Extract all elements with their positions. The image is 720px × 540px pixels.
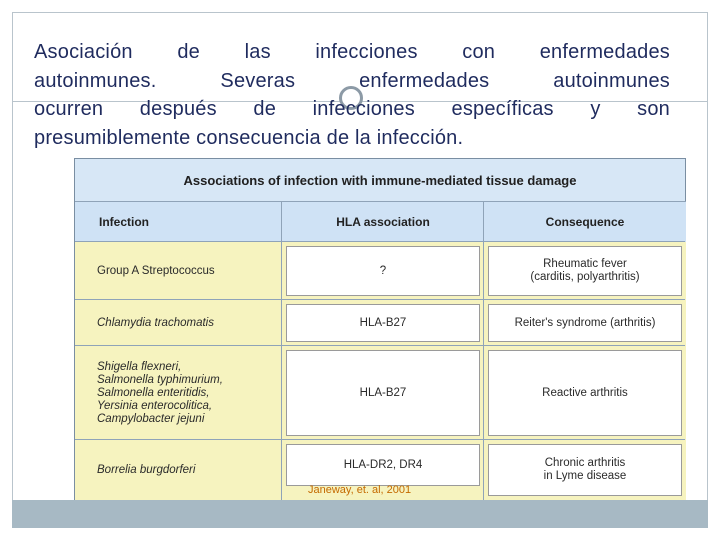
slide-heading <box>34 38 670 152</box>
consequence-line: Rheumatic fever <box>543 258 627 270</box>
header-consequence: Consequence <box>483 201 686 242</box>
consequence-line: in Lyme disease <box>543 470 627 482</box>
table-title: Associations of infection with immune-mediated tissue damage <box>75 159 685 201</box>
heading-line-1: Asociación de las infecciones con enfermedades <box>34 41 670 63</box>
consequence-box <box>488 444 682 496</box>
infection-line: Salmonella enteritidis, <box>97 386 210 399</box>
infection-cell <box>75 300 281 346</box>
table-row <box>75 299 685 346</box>
consequence-text: Reiter's syndrome (arthritis) <box>488 304 682 342</box>
consequence-cell <box>483 346 686 440</box>
consequence-text: Reactive arthritis <box>488 350 682 436</box>
infection-line: Salmonella typhimurium, <box>97 373 223 386</box>
table-row <box>75 345 685 440</box>
infection-cell <box>75 440 281 500</box>
hla-text: HLA-B27 <box>286 350 480 436</box>
table-row <box>75 241 685 300</box>
infection-text: Group A Streptococcus <box>97 264 215 277</box>
consequence-cell <box>483 242 686 300</box>
infection-text: Chlamydia trachomatis <box>97 316 214 329</box>
hla-cell <box>281 242 484 300</box>
infection-line: Yersinia enterocolitica, <box>97 399 213 412</box>
infection-cell <box>75 242 281 300</box>
consequence-box <box>488 246 682 296</box>
infection-association-table <box>74 158 686 500</box>
heading-line-4: presumiblemente consecuencia de la infección. <box>34 126 464 149</box>
infection-line: Shigella flexneri, <box>97 360 182 373</box>
consequence-cell <box>483 300 686 346</box>
hla-text: HLA-B27 <box>286 304 480 342</box>
consequence-cell <box>483 440 686 500</box>
header-hla-association: HLA association <box>281 201 484 242</box>
heading-line-2: autoinmunes. Severas enfermedades autoinmunes <box>34 69 670 92</box>
heading-line-3: ocurren después de infecciones específicas y son <box>34 98 670 120</box>
citation-text: Janeway, et. al, 2001 <box>308 484 412 496</box>
hla-cell <box>281 300 484 346</box>
infection-text: Borrelia burgdorferi <box>97 463 196 476</box>
consequence-line: Chronic arthritis <box>544 457 626 469</box>
consequence-line: (carditis, polyarthritis) <box>530 271 640 283</box>
hla-text: ? <box>286 246 480 296</box>
footer-bar <box>12 500 708 528</box>
infection-cell <box>75 346 281 440</box>
hla-cell <box>281 346 484 440</box>
infection-line: Campylobacter jejuni <box>97 412 205 425</box>
hla-text: HLA-DR2, DR4 <box>286 444 480 486</box>
header-infection: Infection <box>75 201 281 241</box>
